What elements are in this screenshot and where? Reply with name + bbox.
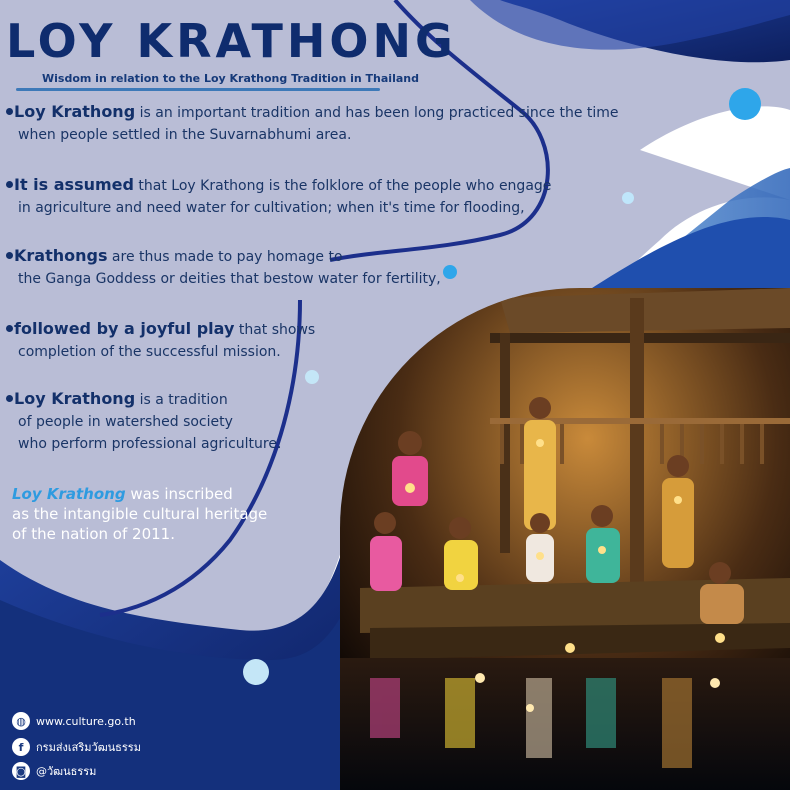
line-icon: ◙ [12, 762, 30, 780]
subtitle-underline [16, 88, 380, 91]
festival-photo [340, 288, 790, 790]
bullet-text: is a tradition [135, 392, 228, 408]
bullet-text-line2: the Ganga Goddess or deities that bestow water for fertility, [18, 271, 441, 287]
heritage-note [12, 484, 267, 544]
bullet-dot-icon [6, 325, 13, 332]
bullet-text: that Loy Krathong is the folklore of the people who engage [133, 178, 552, 194]
bullet-dot-icon [6, 395, 13, 402]
line-text: @วัฒนธรรม [36, 765, 97, 778]
bullet-dot-icon [6, 181, 13, 188]
globe-icon: ◍ [12, 712, 30, 730]
bullet-dot-icon [6, 252, 13, 259]
footer-website[interactable] [12, 712, 136, 730]
bullet-item [6, 388, 281, 455]
bullet-text-line2: completion of the successful mission. [18, 344, 281, 360]
note-bold: Loy Krathong [12, 485, 126, 503]
bullet-text-line3: who perform professional agriculture. [18, 436, 282, 452]
footer-line[interactable] [12, 762, 96, 780]
facebook-icon: f [12, 738, 30, 756]
note-line1: was inscribed [125, 485, 233, 503]
website-text: www.culture.go.th [36, 714, 136, 728]
bullet-text: that shows [234, 322, 316, 338]
bullet-dot-icon [6, 108, 13, 115]
bullet-item [6, 245, 441, 290]
page-subtitle: Wisdom in relation to the Loy Krathong Tradition in Thailand [42, 72, 419, 85]
bullet-bold: Krathongs [14, 246, 108, 265]
bullet-item [6, 174, 551, 219]
bullet-text-line2: when people settled in the Suvarnabhumi area. [18, 127, 352, 143]
facebook-text: กรมส่งเสริมวัฒนธรรม [36, 741, 141, 754]
bullet-text: are thus made to pay homage to [107, 249, 343, 265]
bullet-item [6, 101, 619, 146]
bullet-bold: Loy Krathong [14, 102, 136, 121]
footer-facebook[interactable] [12, 738, 141, 756]
bullet-bold: Loy Krathong [14, 389, 136, 408]
bullet-bold: It is assumed [14, 175, 134, 194]
festival-scene-image [340, 288, 790, 790]
page-title: LOY KRATHONG [6, 14, 457, 68]
bullet-bold: followed by a joyful play [14, 319, 235, 338]
bullet-text: is an important tradition and has been long practiced since the time [135, 105, 619, 121]
note-line2: as the intangible cultural heritage [12, 505, 268, 523]
bullet-text-line2: in agriculture and need water for cultivation; when it's time for flooding, [18, 200, 525, 216]
bullet-text-line2: of people in watershed society [18, 414, 233, 430]
bullet-item [6, 318, 315, 363]
note-line3: of the nation of 2011. [12, 525, 175, 543]
